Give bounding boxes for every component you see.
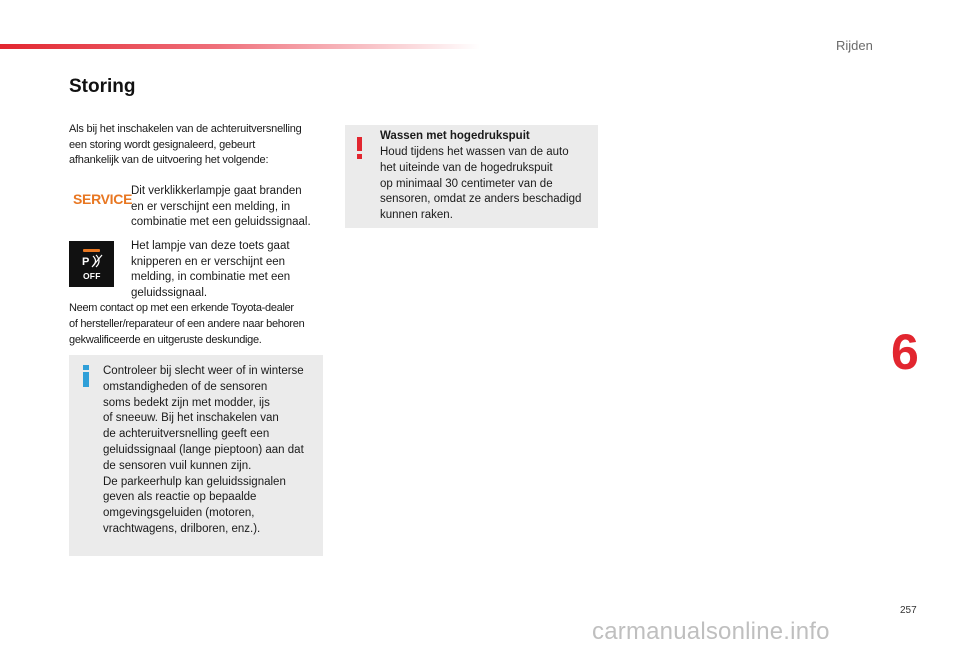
info-note-text: Controleer bij slecht weer of in winterse omstandigheden of de sensoren soms bedekt zijn met modder, ijs of sneeuw. Bij het inschakelen van de achteruitversnelling geeft een geluidssignaal (lange pieptoon) aan dat de sensoren vuil kunnen zijn. De parkeerhulp kan geluidssignalen geven als reactie op bepaalde omgevingsgeluiden (motoren, vrachtwagens, drilboren, enz.). (103, 365, 304, 535)
info-icon (82, 365, 90, 387)
contact-dealer-text: Neem contact op met een erkende Toyota-dealer of hersteller/reparateur of een andere naar behoren gekwalificeerde en uitgeruste deskundige. (69, 302, 305, 346)
watermark: carmanualsonline.info (592, 618, 830, 645)
sensor-waves-icon (91, 254, 103, 268)
info-note-box (69, 355, 323, 556)
park-assist-off-icon (69, 241, 114, 287)
service-warning-icon: SERVICE (73, 191, 133, 207)
section-label: Rijden (836, 38, 873, 53)
warning-note-box (345, 125, 598, 228)
service-description: Dit verklikkerlampje gaat branden en er verschijnt een melding, in combinatie met een geluidssignaal. (131, 185, 311, 229)
chapter-number: 6 (891, 324, 919, 380)
page-title: Storing (69, 76, 136, 97)
park-assist-description: Het lampje van deze toets gaat knipperen en er verschijnt een melding, in combinatie met een geluidssignaal. (131, 240, 291, 300)
warning-title: Wassen met hogedrukspuit (380, 130, 530, 142)
page-number: 257 (900, 605, 917, 616)
park-icon-indicator-bar (83, 249, 100, 252)
park-icon-off: OFF (83, 271, 101, 281)
intro-paragraph: Als bij het inschakelen van de achteruitversnelling een storing wordt gesignaleerd, gebeurt afhankelijk van de uitvoering het volgende: (69, 123, 302, 166)
warning-text: Houd tijdens het wassen van de auto het uiteinde van de hogedrukspuit op minimaal 30 centimeter van de sensoren, omdat ze anders beschadigd kunnen raken. (380, 146, 582, 222)
header-accent-bar (0, 44, 480, 49)
warning-exclamation-icon (356, 137, 364, 159)
park-icon-p: P (82, 256, 90, 268)
